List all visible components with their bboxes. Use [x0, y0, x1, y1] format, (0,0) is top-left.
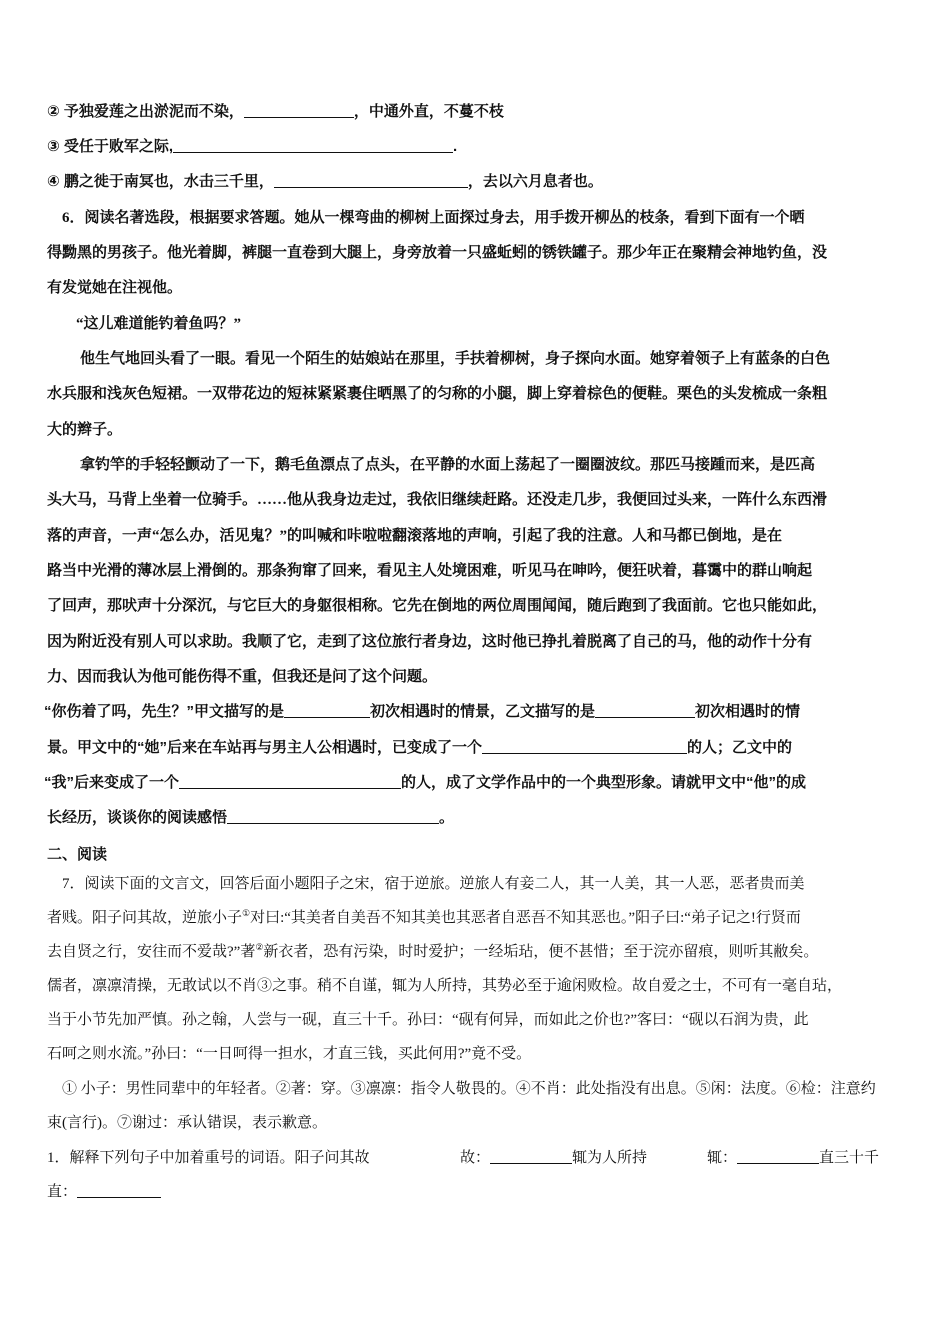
- answer-blank[interactable]: [244, 103, 354, 118]
- answer-blank[interactable]: [737, 1149, 819, 1164]
- q6-p1-line: 得黝黑的男孩子。他光着脚，裤腿一直卷到大腿上，身旁放着一只盛蚯蚓的锈铁罐子。那少年正在聚精会神地钓鱼，没: [47, 245, 828, 261]
- answer-blank[interactable]: [595, 703, 695, 718]
- q7-passage-line: 去自贤之行，安往而不爱哉?”著②新衣者，恐有污染，时时爱护；一经垢玷，便不甚惜；至于浣亦留痕，则听其敝矣。: [47, 942, 819, 960]
- answer-blank[interactable]: [179, 774, 401, 789]
- q6-answer-line-2: 景。甲文中的“她”后来在车站再与男主人公相遇时，已变成了一个 的人；乙文中的: [47, 739, 793, 756]
- q7-1-question-cont: 直：: [47, 1182, 907, 1202]
- answer-blank[interactable]: [274, 173, 468, 188]
- q7-passage-line: 儒者，凛凛清操，无敢试以不肖③之事。稍不自谨，辄为人所持，其势必至于逾闲败检。故自爱之士，不可有一毫自玷，: [47, 978, 843, 994]
- q7-notes-line: 束(言行)。⑦谢过：承认错误，表示歉意。: [47, 1115, 327, 1131]
- answer-blank[interactable]: [173, 138, 453, 153]
- q5-item-2: ② 予独爱莲之出淤泥而不染， ，中通外直，不蔓不枝: [47, 103, 504, 120]
- q5-item-3: ③ 受任于败军之际, .: [47, 138, 458, 155]
- q6-answer-line-4: 长经历，谈谈你的阅读感悟 。: [47, 809, 455, 826]
- q6-p3-line: 头大马，马背上坐着一位骑手。……他从我身边走过，我依旧继续赶路。还没走几步，我便回过头来，一阵什么东西滑: [47, 492, 828, 508]
- q7-passage-line: 7．阅读下面的文言文，回答后面小题阳子之宋，宿于逆旅。逆旅人有妾二人，其一人美，其一人恶，恶者贵而美: [62, 876, 805, 892]
- q7-1-question: 1．解释下列句子中加着重号的词语。阳子问其故: [47, 1150, 370, 1166]
- q5-item-4: ④ 鹏之徙于南冥也，水击三千里， ，去以六月息者也。: [47, 173, 603, 190]
- q6-p2-line: 水兵服和浅灰色短裙。一双带花边的短袜紧紧裹住晒黑了的匀称的小腿，脚上穿着棕色的便鞋。栗色的头发梳成一条粗: [47, 386, 828, 402]
- q6-p2-line: 他生气地回头看了一眼。看见一个陌生的姑娘站在那里，手扶着柳树，身子探向水面。她穿着领子上有蓝条的白色: [80, 351, 831, 367]
- q7-passage-line: 石呵之则水流。”孙曰：“一日呵得一担水，才直三钱，买此何用?”竟不受。: [47, 1046, 532, 1062]
- q6-answer-line-1: “你伤着了吗，先生？”甲文描写的是 初次相遇时的情景，乙文描写的是 初次相遇时的情: [44, 703, 801, 720]
- q6-quote: “这儿难道能钓着鱼吗？”: [76, 316, 242, 332]
- q7-passage-line: 当于小节先加严慎。孙之翰，人尝与一砚，直三十千。孙曰：“砚有何异，而如此之价也?”客曰：“砚以石润为贵，此: [47, 1012, 809, 1028]
- q7-passage-line: 者贱。阳子问其故，逆旅小子①对曰:“其美者自美吾不知其美也其恶者自恶吾不知其恶也。”阳子曰:“弟子记之!行贤而: [47, 908, 801, 926]
- q6-p3-line: 落的声音，一声“怎么办，活见鬼？”的叫喊和咔啦啦翻滚落地的声响，引起了我的注意。人和马都已倒地，是在: [47, 528, 783, 544]
- q6-p1-line: 有发觉她在注视他。: [47, 280, 183, 296]
- q6-p2-line: 大的辫子。: [47, 422, 123, 438]
- answer-blank[interactable]: [227, 809, 439, 824]
- q6-p3-line: 因为附近没有别人可以求助。我顺了它，走到了这位旅行者身边，这时他已挣扎着脱离了自己的马，他的动作十分有: [47, 634, 813, 650]
- answer-blank[interactable]: [284, 703, 370, 718]
- q6-answer-line-3: “我”后来变成了一个 的人，成了文学作品中的一个典型形象。请就甲文中“他”的成: [44, 774, 807, 791]
- q6-intro: 6．阅读名著选段，根据要求答题。她从一棵弯曲的柳树上面探过身去，用手拨开柳丛的枝条，看到下面有一个晒: [62, 210, 805, 226]
- q6-p3-line: 拿钓竿的手轻轻颤动了一下，鹅毛鱼漂点了点头，在平静的水面上荡起了一圈圈波纹。那匹马接踵而来，是匹高: [80, 457, 816, 473]
- q7-1-blanks: 故： 辄为人所持 辄： 直三十千: [460, 1150, 880, 1166]
- q6-p3-line: 路当中光滑的薄冰层上滑倒的。那条狗窜了回来，看见主人处境困难，听见马在呻吟，便狂吠着，暮霭中的群山响起: [47, 563, 813, 579]
- section-heading: 二、阅读: [47, 846, 108, 863]
- answer-blank[interactable]: [482, 739, 687, 754]
- answer-blank[interactable]: [77, 1183, 161, 1198]
- q6-p3-line: 了回声，那吠声十分深沉，与它巨大的身躯很相称。它先在倒地的两位周围闻闻，随后跑到了我面前。它也只能如此，: [47, 598, 828, 614]
- q7-notes-line: ① 小子：男性同辈中的年轻者。②著：穿。③凛凛：指令人敬畏的。④不肖：此处指没有出息。⑤闲：法度。⑥检：注意约: [62, 1081, 876, 1097]
- q6-p3-line: 力、因而我认为他可能伤得不重，但我还是问了这个问题。: [47, 669, 438, 685]
- answer-blank[interactable]: [490, 1149, 572, 1164]
